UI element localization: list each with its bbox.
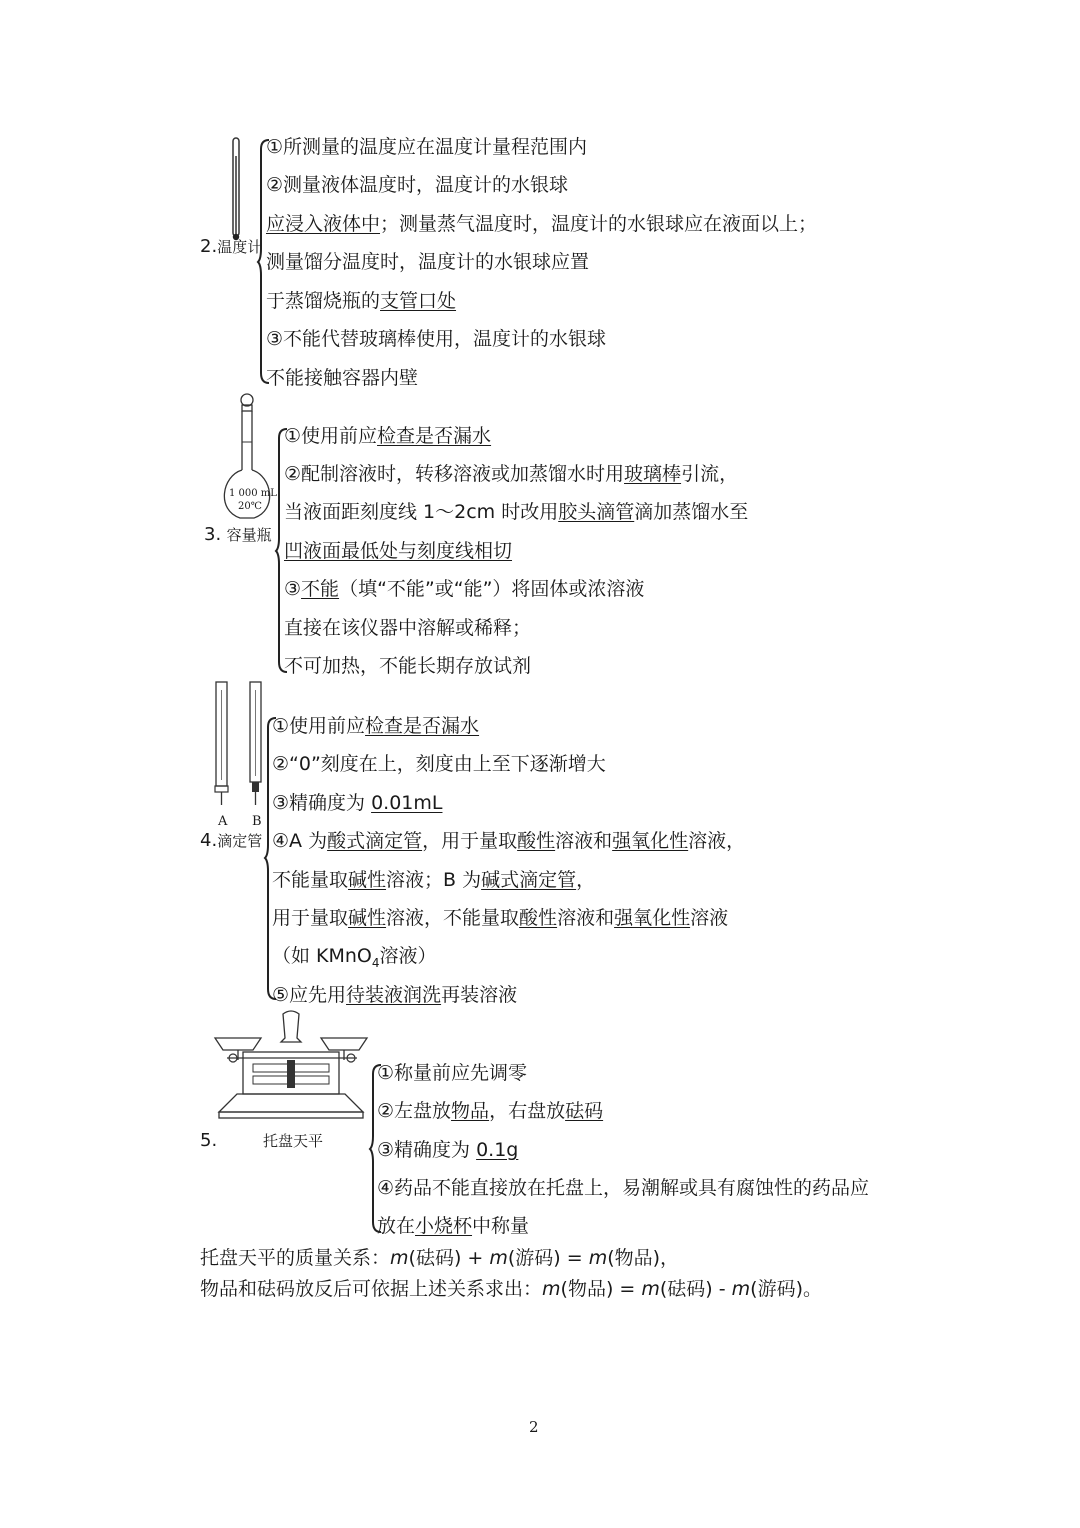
balance-number — [200, 1130, 217, 1151]
mass-relation-line-1: 托盘天平的质量关系：m(砝码) + m(游码) = m(物品)， — [200, 1247, 680, 1269]
section-number: 3. — [204, 524, 222, 545]
burette-a-label: A — [218, 814, 228, 829]
note-line: ③精确度为 0.1g — [377, 1139, 519, 1161]
note-line: 于蒸馏烧瓶的支管口处 — [266, 290, 457, 312]
note-line: 不能接触容器内壁 — [266, 367, 419, 389]
section-number: 5. — [200, 1130, 218, 1151]
note-line: ④A 为酸式滴定管，用于量取酸性溶液和强氧化性溶液， — [272, 830, 746, 852]
note-line: 测量馏分温度时，温度计的水银球应置 — [266, 251, 590, 273]
note-line: ③精确度为 0.01mL — [272, 792, 443, 814]
note-line: ①使用前应检查是否漏水 — [284, 425, 492, 447]
note-line: 放在小烧杯中称量 — [377, 1215, 530, 1237]
note-line: 应浸入液体中；测量蒸气温度时，温度计的水银球应在液面以上； — [266, 213, 818, 235]
section-number: 2. — [200, 236, 218, 257]
note-line: 不能量取碱性溶液；B 为碱式滴定管， — [272, 869, 596, 891]
section-name: 托盘天平 — [263, 1132, 324, 1150]
note-line: ②左盘放物品，右盘放砝码 — [377, 1100, 604, 1122]
note-line: 用于量取碱性溶液，不能量取酸性溶液和强氧化性溶液 — [272, 907, 729, 929]
note-line: ②测量液体温度时，温度计的水银球 — [266, 174, 569, 196]
note-line: ④药品不能直接放在托盘上，易潮解或具有腐蚀性的药品应 — [377, 1177, 870, 1199]
note-line: ③不能代替玻璃棒使用，温度计的水银球 — [266, 328, 607, 350]
thermometer-illustration — [227, 136, 247, 246]
flask-label — [204, 524, 272, 545]
flask-volume-label: 1 000 mL — [229, 488, 277, 499]
note-line: （如 KMnO$_4$溶液） — [272, 945, 437, 970]
note-line: 直接在该仪器中溶解或稀释； — [284, 617, 532, 639]
note-line: ③不能（填“不能”或“能”）将固体或浓溶液 — [284, 578, 645, 600]
note-line: 凹液面最低处与刻度线相切 — [284, 540, 513, 562]
mass-relation-line-2: 物品和砝码放反后可依据上述关系求出：m(物品) = m(砝码) - m(游码)。 — [200, 1278, 822, 1300]
burette-illustration — [212, 680, 272, 810]
thermometer-label — [200, 236, 262, 257]
section-number: 4. — [200, 830, 218, 851]
section-name: 温度计 — [217, 238, 263, 256]
note-line: ②“0”刻度在上，刻度由上至下逐渐增大 — [272, 753, 606, 775]
flask-temp-label: 20℃ — [238, 501, 262, 512]
burette-label — [200, 830, 262, 851]
page-number: 2 — [529, 1418, 539, 1436]
note-line: ①所测量的温度应在温度计量程范围内 — [266, 136, 588, 158]
note-line: ⑤应先用待装液润洗再装溶液 — [272, 984, 518, 1006]
note-line: ①使用前应检查是否漏水 — [272, 715, 480, 737]
balance-label — [263, 1130, 323, 1151]
note-line: ①称量前应先调零 — [377, 1062, 528, 1084]
section-name: 滴定管 — [217, 832, 263, 850]
note-line: 不可加热，不能长期存放试剂 — [284, 655, 532, 677]
burette-b-label: B — [252, 814, 262, 829]
balance-illustration — [213, 1008, 373, 1123]
note-line: 当液面距刻度线 1～2cm 时改用胶头滴管滴加蒸馏水至 — [284, 501, 749, 523]
note-line: ②配制溶液时，转移溶液或加蒸馏水时用玻璃棒引流， — [284, 463, 739, 485]
section-name: 容量瓶 — [226, 526, 272, 544]
